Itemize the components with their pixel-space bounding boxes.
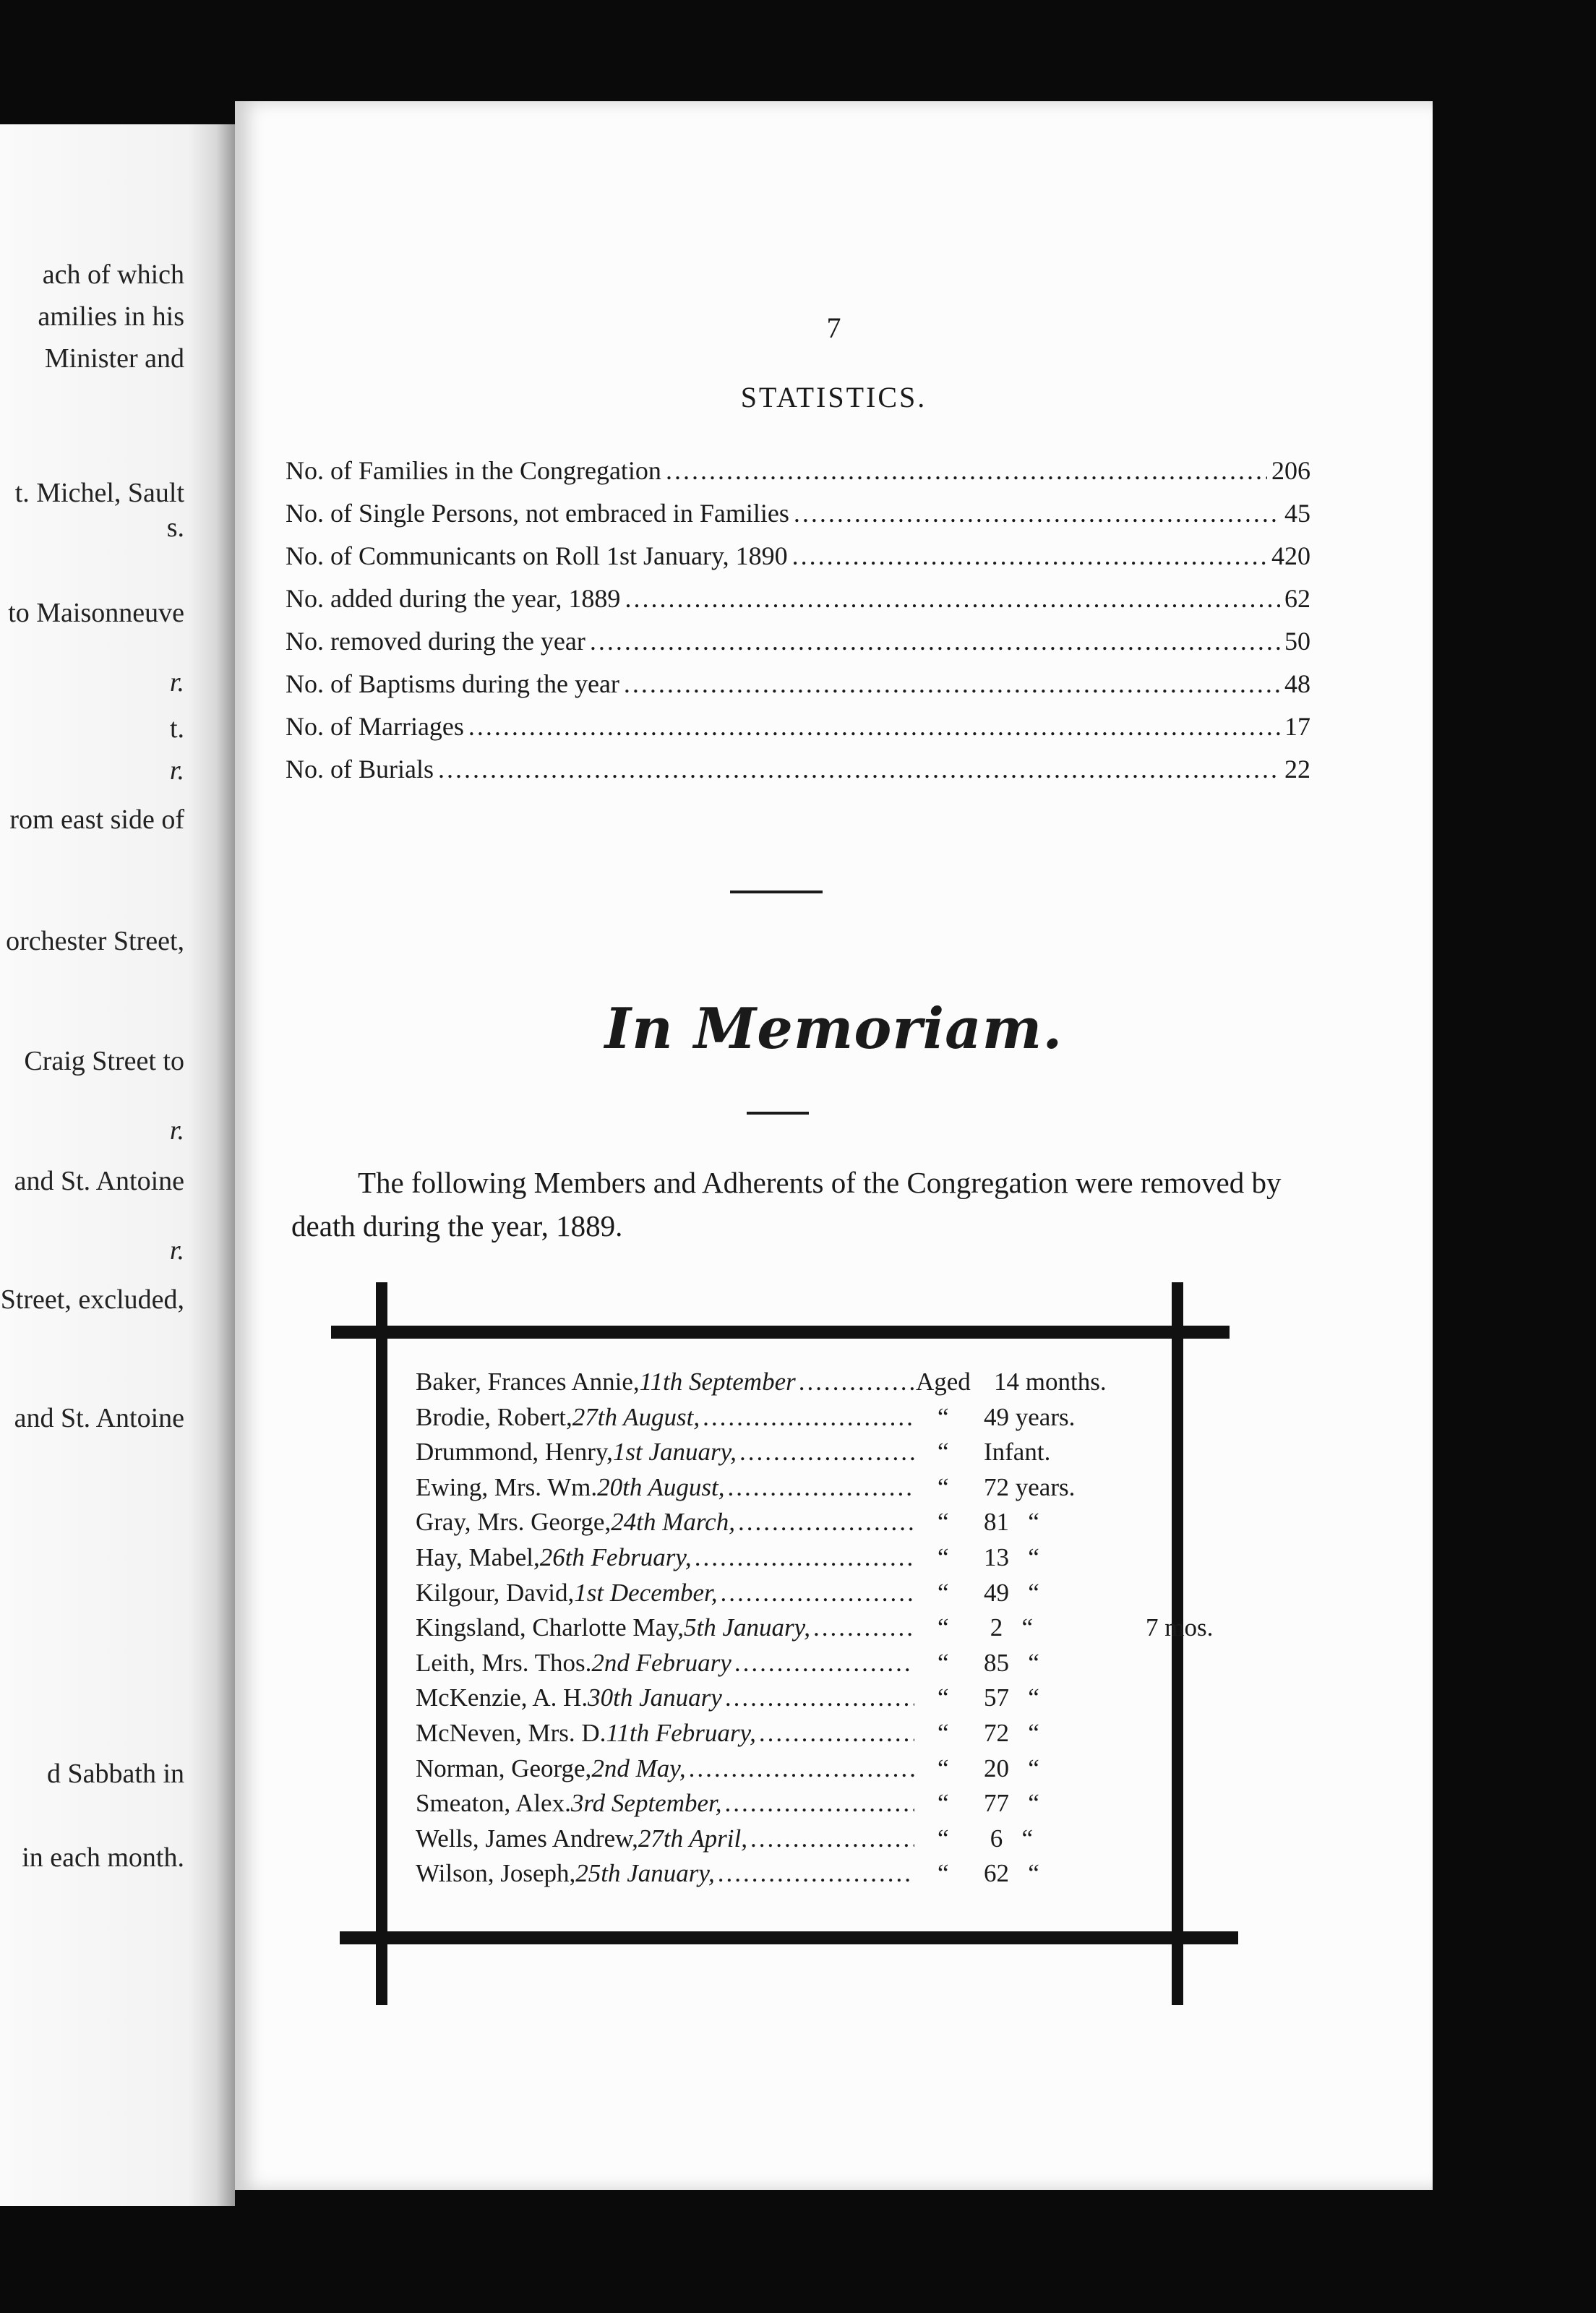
statistics-row [286,455,1310,496]
statistics-label: No. of Marriages [286,712,464,741]
memorial-entry [416,1859,1182,1894]
left-page-text-fragment: orchester Street, [6,926,184,956]
statistics-value: 50 [1284,627,1310,656]
memorial-age: 85 “ [984,1648,1039,1677]
memorial-name: Kingsland, Charlotte May, [416,1613,685,1642]
left-page-text-fragment: and St. Antoine [14,1166,184,1196]
memorial-name: Norman, George, [416,1754,592,1782]
memorial-name-date [416,1859,914,1888]
memorial-name: Drummond, Henry, [416,1438,613,1467]
memorial-name-date [416,1508,914,1537]
memorial-name: Ewing, Mrs. Wm. [416,1472,598,1501]
statistics-label: No. of Baptisms during the year [286,669,619,698]
dot-leader [725,1789,914,1818]
dot-leader [739,1438,914,1467]
dot-leader [689,1754,914,1783]
page-number: 7 [826,312,841,344]
memorial-age: 49 “ [984,1578,1039,1607]
memorial-ditto-mark: “ [938,1508,949,1537]
memorial-name: Gray, Mrs. George, [416,1508,612,1537]
memorial-date: 2nd February [591,1648,732,1677]
memorial-name-date [416,1824,914,1853]
dot-leader [721,1579,914,1608]
statistics-value: 48 [1284,669,1310,698]
memorial-name: Hay, Mabel, [416,1543,540,1571]
memorial-name: Smeaton, Alex. [416,1789,571,1818]
memorial-date: 27th August, [572,1402,700,1431]
memorial-name-date [416,1613,914,1642]
statistics-label: No. of Families in the Congregation [286,456,661,485]
memorial-date: 3rd September, [570,1789,722,1818]
document-page [235,101,1433,2190]
memorial-entry [416,1754,1182,1789]
memorial-name-date [416,1719,914,1748]
memorial-entry [416,1403,1182,1438]
dot-leader [718,1859,914,1888]
memorial-age: 57 “ [984,1683,1039,1712]
memorial-name: Baker, Frances Annie, [416,1368,640,1396]
memorial-name-date [416,1473,914,1502]
left-page-text-fragment: amilies in his [38,301,184,332]
memorial-ditto-mark: “ [938,1648,949,1677]
divider-rule [730,891,823,893]
memorial-age: 72 years. [984,1472,1076,1501]
memorial-entry [416,1543,1182,1578]
statistics-value: 206 [1271,456,1310,485]
memorial-entry [416,1789,1182,1824]
memorial-name-date [416,1543,914,1572]
memorial-aged-label: Aged [916,1368,971,1396]
memorial-entry [416,1508,1182,1542]
dot-leader [695,1543,914,1572]
memorial-age: 13 “ [984,1543,1039,1571]
memorial-date: 5th January, [684,1613,810,1642]
memorial-name-date [416,1649,914,1678]
left-page-text-fragment: r. [169,1235,184,1266]
dot-leader [794,498,1280,528]
memorial-age: 20 “ [984,1754,1039,1782]
memorial-age: 6 “ [984,1824,1034,1853]
memorial-date: 20th August, [597,1472,725,1501]
memorial-age: 2 “ [984,1613,1034,1642]
memorial-date: 30th January [588,1683,722,1712]
memorial-entry [416,1473,1182,1508]
memorial-entry [416,1683,1182,1718]
dot-leader [738,1508,914,1537]
memorial-age: 49 years. [984,1402,1076,1431]
dot-leader [438,754,1280,784]
memorial-age: 77 “ [984,1789,1039,1818]
statistics-label: No. of Burials [286,755,434,784]
dot-leader [590,626,1280,656]
memorial-date: 2nd May, [591,1754,686,1782]
statistics-label: No. removed during the year [286,627,585,656]
memorial-entry [416,1613,1214,1648]
previous-page-edge [0,124,235,2206]
left-page-text-fragment: rom east side of [9,804,184,835]
memorial-age: 81 “ [984,1508,1039,1537]
left-page-text-fragment: d Sabbath in [47,1759,184,1789]
memorial-name: McKenzie, A. H. [416,1683,588,1712]
left-page-text-fragment: r. [169,755,184,786]
dot-leader [813,1613,914,1642]
dot-leader [666,455,1267,486]
memorial-name: Kilgour, David, [416,1578,575,1607]
memorial-ditto-mark: “ [938,1754,949,1782]
memorial-name: Wells, James Andrew, [416,1824,638,1853]
dot-leader [734,1649,914,1678]
left-page-text-fragment: Minister and [44,343,184,374]
memorial-name-date [416,1368,914,1396]
memorial-age: 14 months. [994,1368,1107,1396]
memorial-age: Infant. [984,1438,1051,1467]
memorial-name: Leith, Mrs. Thos. [416,1648,592,1677]
memorial-extra: 7 mos. [1146,1613,1214,1642]
memorial-date: 11th September [639,1368,796,1396]
statistics-label: No. of Single Persons, not embraced in Families [286,499,789,528]
memorial-age: 62 “ [984,1859,1039,1888]
memorial-date: 24th March, [611,1508,735,1537]
memorial-entry [416,1824,1182,1859]
memorial-ditto-mark: “ [938,1472,949,1501]
left-page-text-fragment: and St. Antoine [14,1403,184,1433]
memorial-date: 11th February, [606,1719,756,1747]
memorial-entry [416,1579,1182,1613]
memorial-entry [416,1719,1182,1754]
memorial-entry [416,1438,1182,1472]
left-page-text-fragment: ach of which [42,259,184,290]
statistics-row [286,541,1310,581]
memorial-date: 1st January, [612,1438,737,1467]
statistics-row [286,669,1310,709]
left-page-text-fragment: r. [169,667,184,698]
memorial-ditto-mark: “ [938,1719,949,1747]
memorial-name-date [416,1754,914,1783]
statistics-label: No. of Communicants on Roll 1st January, 1890 [286,541,788,570]
statistics-value: 17 [1284,712,1310,741]
statistics-row [286,583,1310,624]
memorial-date: 25th January, [575,1859,715,1888]
memorial-name-date [416,1579,914,1608]
memorial-entry [416,1368,1182,1402]
dot-leader [727,1473,914,1502]
memorial-date: 26th February, [539,1543,692,1571]
memoriam-title: In Memoriam. [604,996,1063,1062]
memorial-name: McNeven, Mrs. D. [416,1719,606,1747]
memorial-name-date [416,1438,914,1467]
left-page-text-fragment: Craig Street to [24,1046,184,1076]
memorial-ditto-mark: “ [938,1613,949,1642]
left-page-text-fragment: t. Michel, Sault [14,478,184,508]
dot-leader [792,541,1267,571]
memorial-ditto-mark: “ [938,1859,949,1888]
statistics-row [286,711,1310,752]
statistics-row [286,754,1310,794]
memorial-name-date [416,1683,914,1712]
statistics-value: 45 [1284,499,1310,528]
memoriam-intro: The following Members and Adherents of the Congregation were removed by death during the year, 1889. [291,1166,1282,1243]
left-page-text-fragment: t. [169,713,184,744]
memorial-name: Wilson, Joseph, [416,1859,576,1888]
memorial-ditto-mark: “ [938,1438,949,1467]
statistics-value: 22 [1284,755,1310,784]
memorial-ditto-mark: “ [938,1578,949,1607]
memorial-ditto-mark: “ [938,1789,949,1818]
left-page-text-fragment: r. [169,1115,184,1146]
dot-leader [468,711,1280,742]
dot-leader [750,1824,914,1853]
left-page-text-fragment: in each month. [22,1842,184,1873]
memorial-entry [416,1649,1182,1683]
memorial-ditto-mark: “ [938,1543,949,1571]
statistics-row [286,626,1310,666]
memorial-name-date [416,1403,914,1432]
dot-leader [759,1719,914,1748]
left-page-text-fragment: Street, excluded, [0,1284,184,1315]
memorial-name: Brodie, Robert, [416,1402,572,1431]
dot-leader [625,583,1280,614]
dot-leader [799,1368,914,1396]
memorial-ditto-mark: “ [938,1402,949,1431]
dot-leader [703,1403,914,1432]
memorial-ditto-mark: “ [938,1683,949,1712]
statistics-row [286,498,1310,538]
memorial-age: 72 “ [984,1719,1039,1747]
dot-leader [725,1683,914,1712]
left-page-text-fragment: s. [166,512,184,543]
memorial-ditto-mark: “ [938,1824,949,1853]
statistics-value: 62 [1284,584,1310,613]
divider-rule [747,1112,809,1115]
statistics-label: No. added during the year, 1889 [286,584,621,613]
memorial-date: 27th April, [638,1824,747,1853]
statistics-value: 420 [1271,541,1310,570]
left-page-text-fragment: to Maisonneuve [8,598,184,628]
statistics-heading: STATISTICS. [740,381,927,413]
dot-leader [624,669,1280,699]
memorial-name-date [416,1789,914,1818]
memorial-date: 1st December, [574,1578,718,1607]
